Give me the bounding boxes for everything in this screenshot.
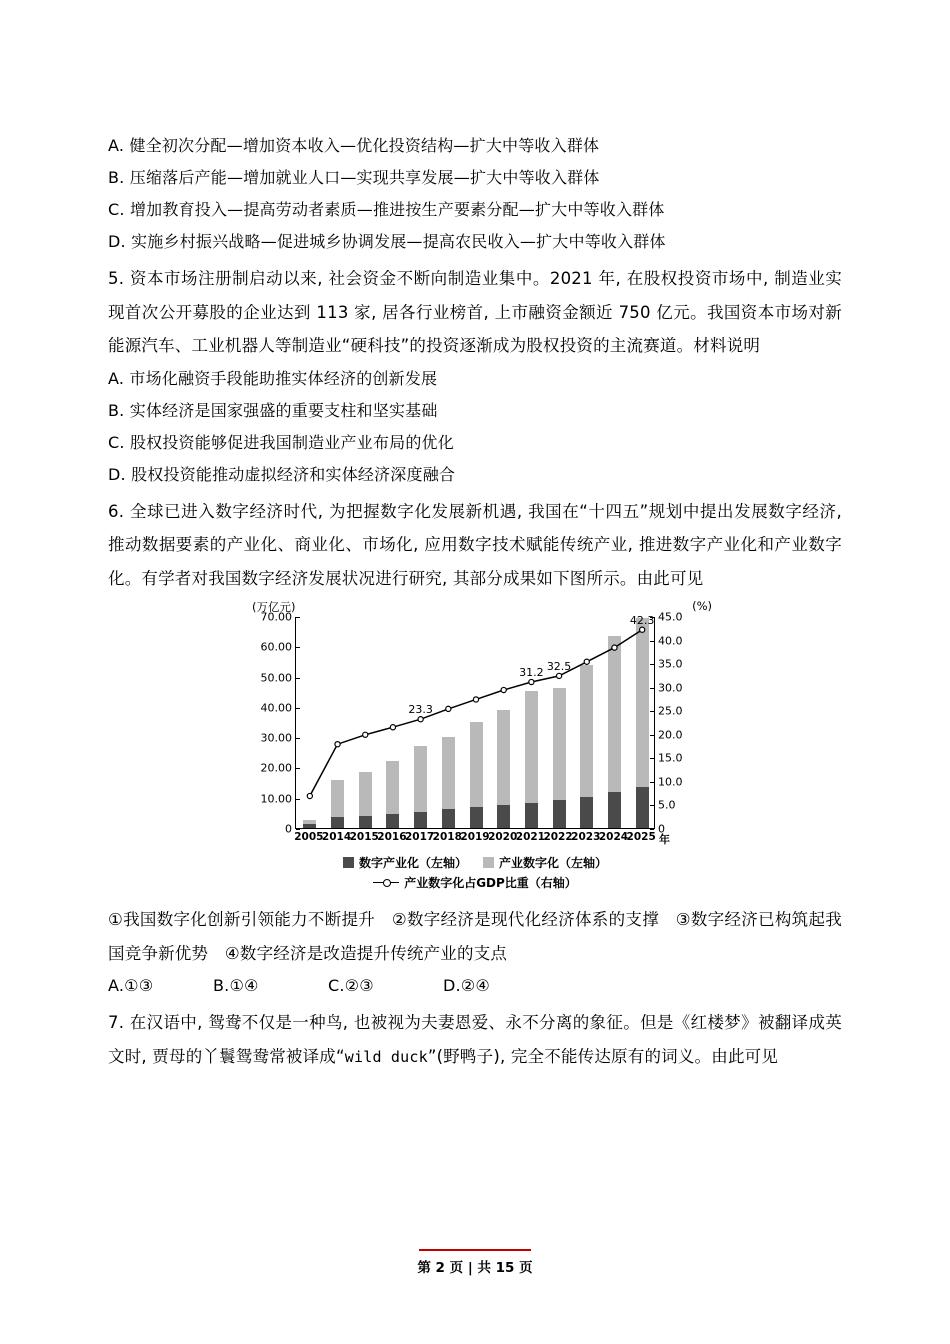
option-item: B. 压缩落后产能—增加就业人口—实现共享发展—扩大中等收入群体: [108, 168, 600, 187]
option-item: C. 股权投资能够促进我国制造业产业布局的优化: [108, 432, 454, 452]
option-item: B. 实体经济是国家强盛的重要支柱和坚实基础: [108, 400, 438, 420]
chart-x-tick: 2025: [626, 831, 656, 843]
chart-data-label: 31.2: [519, 666, 544, 679]
chart-y-tick-left: 60.00: [260, 640, 292, 654]
question-6-statements: ①我国数字化创新引领能力不断提升 ②数字经济是现代化经济体系的支撑 ③数字经济已构筑起我国竞争新优势 ④数字经济是改造提升传统产业的支点: [108, 910, 842, 963]
question-7-stem: [108, 1006, 842, 1074]
question-7-english-term: wild duck: [344, 1047, 428, 1066]
chart-line-series: [296, 617, 656, 829]
answer-option: C.②③: [328, 976, 374, 995]
digital-economy-chart: [108, 599, 842, 899]
answer-option: D.②④: [443, 976, 490, 995]
question-7-text-1: 7. 在汉语中, 鸳鸯不仅是一种鸟, 也被视为夫妻恩爱、永不分离的象征。但是《红楼梦》被翻译成英文时, 贾母的丫鬟鸳鸯常被译成“: [108, 1013, 842, 1066]
chart-y-tick-right: 10.0: [658, 775, 683, 789]
chart-x-tick: 2021: [515, 831, 545, 843]
option-item: A. 市场化融资手段能助推实体经济的创新发展: [108, 368, 438, 388]
chart-x-tick: 2024: [598, 831, 629, 843]
chart-y-tick-right: 30.0: [658, 681, 683, 695]
chart-y-tick-right: 40.0: [658, 634, 683, 648]
option-item: C. 增加教育投入—提高劳动者素质—推进按生产要素分配—扩大中等收入群体: [108, 200, 665, 219]
question-6-stem: 6. 全球已进入数字经济时代, 为把握数字化发展新机遇, 我国在“十四五”规划中提出发展数字经济, 推动数据要素的产业化、商业化、市场化, 应用数字技术赋能传统产业, 推进数字产业化和产业数字化。有学者对我国数字经济发展状况进行研究, 其部分成果如下图所示。由此可见: [108, 501, 842, 588]
legend-item-gdp-share: 产业数字化占GDP比重（右轴）: [373, 873, 577, 893]
chart-x-tick: 2020: [488, 831, 518, 843]
question-6-answers: [108, 970, 842, 1002]
chart-x-tick: 2019: [460, 831, 490, 843]
chart-x-tick: 2022: [543, 831, 573, 843]
question-5-stem: 5. 资本市场注册制启动以来, 社会资金不断向制造业集中。2021 年, 在股权投资市场中, 制造业实现首次公开募股的企业达到 113 家, 居各行业榜首, 上市融资金额近 750 亿元。我国资本市场对新能源汽车、工业机器人等制造业“硬科技”的投资逐渐成为股权投资的主流赛道。材料说明: [108, 269, 842, 355]
chart-data-label: 42.3: [629, 613, 655, 627]
chart-x-tick: 2014: [321, 831, 352, 843]
answer-option: A.①③: [108, 976, 154, 995]
page-footer: [0, 1249, 950, 1276]
chart-x-tick: 2015: [349, 831, 379, 843]
legend-swatch-dark: [343, 857, 354, 868]
chart-legend: [240, 853, 710, 893]
chart-x-tick: 2005: [294, 831, 324, 843]
chart-data-label: 23.3: [408, 703, 433, 717]
chart-y-tick-left: 0: [285, 822, 292, 836]
chart-y-tick-right: 35.0: [658, 657, 683, 671]
chart-data-label: 32.5: [546, 659, 572, 673]
chart-x-unit: 年: [659, 833, 670, 846]
chart-y-tick-left: 70.00: [260, 610, 292, 624]
chart-x-tick: 2023: [571, 831, 601, 843]
chart-x-tick: 2016: [377, 831, 407, 843]
option-item: D. 实施乡村振兴战略—促进城乡协调发展—提高农民收入—扩大中等收入群体: [108, 232, 666, 251]
legend-swatch-light: [483, 857, 494, 868]
chart-y-tick-right: 15.0: [658, 751, 683, 765]
chart-x-tick: 2018: [432, 831, 462, 843]
question-7-text-2: ”(野鸭子), 完全不能传达原有的词义。由此可见: [427, 1046, 779, 1066]
chart-y-tick-right: 25.0: [658, 704, 683, 718]
legend-item-industrial-digitization: 产业数字化（左轴）: [483, 853, 607, 873]
chart-y-tick-left: 50.00: [260, 671, 292, 685]
question-5-options: [108, 363, 842, 491]
chart-y-tick-right: 5.0: [658, 798, 676, 812]
question-4-options: [108, 130, 842, 258]
option-item: A. 健全初次分配—增加资本收入—优化投资结构—扩大中等收入群体: [108, 136, 600, 155]
chart-y-tick-left: 10.00: [260, 792, 292, 806]
chart-y-tick-left: 30.00: [260, 731, 292, 745]
chart-y-tick-left: 40.00: [260, 701, 292, 715]
chart-y-tick-left: 20.00: [260, 761, 292, 775]
chart-right-axis-unit: (%): [692, 599, 712, 613]
chart-x-tick: 2017: [404, 831, 435, 843]
chart-left-axis-unit: (万亿元): [252, 600, 296, 614]
footer-rule: [419, 1249, 531, 1251]
chart-y-tick-right: 45.0: [658, 610, 683, 624]
chart-y-tick-right: 0: [658, 822, 665, 836]
legend-item-digital-industrialization: 数字产业化（左轴）: [343, 853, 467, 873]
option-item: D. 股权投资能推动虚拟经济和实体经济深度融合: [108, 464, 456, 484]
answer-option: B.①④: [213, 976, 259, 995]
page-number: 第 2 页 | 共 15 页: [417, 1260, 533, 1276]
chart-y-tick-right: 20.0: [658, 728, 683, 742]
legend-swatch-line: [373, 877, 399, 888]
